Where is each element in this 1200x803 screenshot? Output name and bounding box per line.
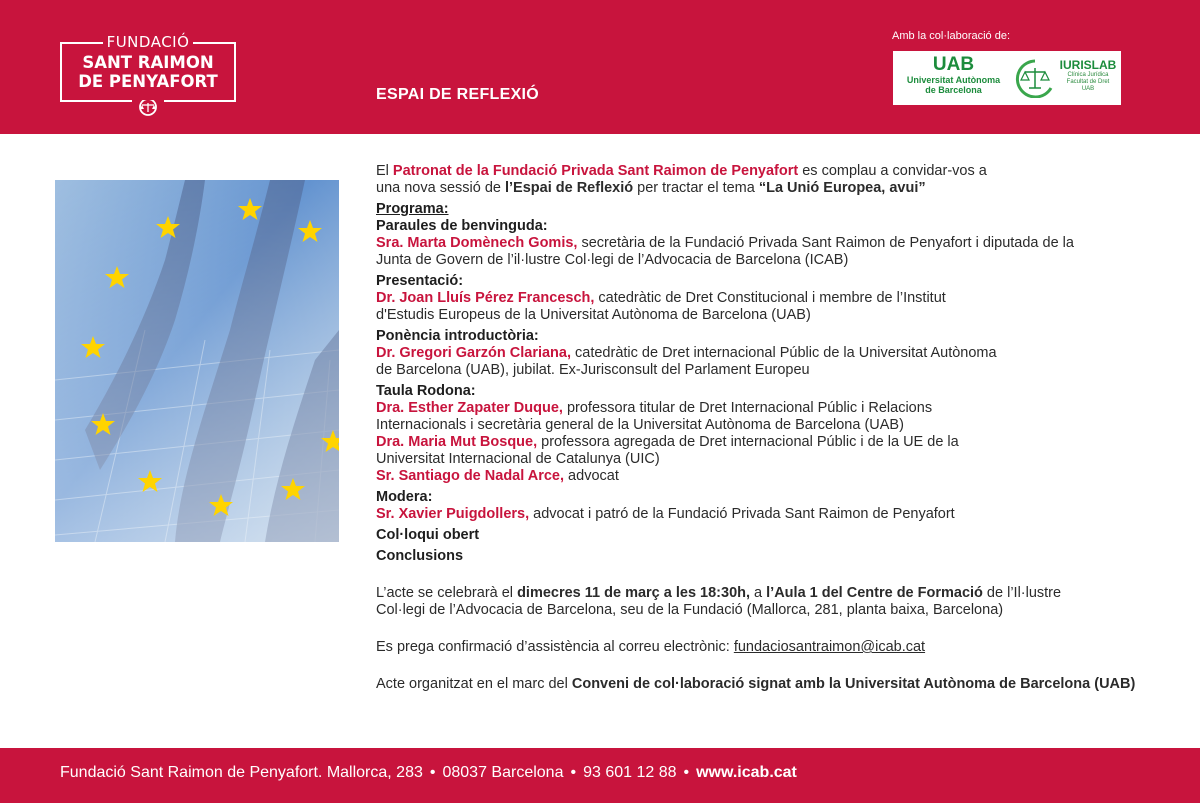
acte-text: de l’Il·lustre	[982, 585, 1062, 601]
iurislab-line-1: Clínica Jurídica	[1067, 72, 1109, 78]
speaker-role: advocat	[564, 468, 619, 484]
footer-address: Fundació Sant Raimon de Penyafort. Mallorca, 283	[60, 764, 423, 781]
iurislab-line-2: Facultat de Dret	[1066, 79, 1110, 85]
logo-line-1: FUNDACIÓ	[103, 33, 194, 51]
event-place: l’Aula 1 del Centre de Formació	[766, 585, 983, 601]
footer-contact	[60, 764, 797, 782]
speaker-role: catedràtic de Dret internacional Públic de la Universitat Autònoma	[571, 345, 997, 361]
acte-line-1	[376, 585, 1176, 602]
taula-speaker-2-cont: Universitat Internacional de Catalunya (UIC)	[376, 451, 660, 467]
iurislab-logo[interactable]	[1057, 58, 1119, 93]
iurislab-scales-icon	[1013, 58, 1057, 98]
benvinguda-speaker-cont: Junta de Govern de l’il·lustre Col·legi de l’Advocacia de Barcelona (ICAB)	[376, 252, 849, 268]
speaker-name: Sr. Santiago de Nadal Arce,	[376, 468, 565, 484]
acte-text: a	[750, 585, 767, 601]
patronat-name: Patronat de la Fundació Privada Sant Raimon de Penyafort	[392, 163, 799, 179]
intro-text: es complau a convidar-vos a	[798, 163, 987, 179]
partner-logos	[893, 51, 1121, 105]
uab-name: UAB	[932, 54, 975, 75]
taula-label: Taula Rodona:	[376, 383, 476, 399]
footer-bar	[0, 748, 1200, 803]
intro-line-2	[376, 180, 1176, 197]
collaboration-label: Amb la col·laboració de:	[892, 30, 1011, 42]
speaker-role: professora titular de Dret Internacional Públic i Relacions	[562, 400, 933, 416]
rsvp-text: Es prega confirmació d’assistència al correu electrònic:	[376, 639, 734, 655]
modera-label: Modera:	[376, 489, 433, 505]
intro-text: una nova sessió de	[376, 180, 505, 196]
intro-text: El	[376, 163, 393, 179]
footer-website-link[interactable]: www.icab.cat	[696, 764, 797, 781]
invitation-body	[0, 134, 1200, 748]
conveni-text: Acte organitzat en el marc del	[376, 676, 572, 692]
speaker-name: Sr. Xavier Puigdollers,	[376, 506, 530, 522]
programa-heading: Programa:	[376, 201, 449, 217]
rsvp-email-link[interactable]: fundaciosantraimon@icab.cat	[733, 639, 926, 655]
speaker-role: advocat i patró de la Fundació Privada Sant Raimon de Penyafort	[529, 506, 955, 522]
iurislab-name: IURISLAB	[1059, 58, 1117, 72]
speaker-role: catedràtic de Dret Constitucional i membre de l’Institut	[594, 290, 946, 306]
benvinguda-label: Paraules de benvinguda:	[376, 218, 548, 234]
scales-icon	[60, 100, 236, 118]
logo-line-2: SANT RAIMON	[82, 53, 214, 72]
uab-line-2: de Barcelona	[925, 85, 982, 95]
modera-speaker	[376, 506, 1176, 523]
speaker-name: Dra. Maria Mut Bosque,	[376, 434, 538, 450]
speaker-name: Dr. Gregori Garzón Clariana,	[376, 345, 571, 361]
invitation-text	[376, 163, 1176, 693]
benvinguda-speaker	[376, 235, 1176, 252]
taula-speaker-1-cont: Internacionals i secretària general de la Universitat Autònoma de Barcelona (UAB)	[376, 417, 904, 433]
presentacio-label: Presentació:	[376, 273, 464, 289]
espai-name: l’Espai de Reflexió	[504, 180, 634, 196]
section-title: ESPAI DE REFLEXIÓ	[376, 86, 540, 103]
uab-line-1: Universitat Autònoma	[906, 75, 1001, 85]
intro-line-1	[376, 163, 1176, 180]
footer-postal: 08037 Barcelona	[442, 764, 564, 781]
acte-text: L’acte se celebrarà el	[376, 585, 518, 601]
speaker-name: Dra. Esther Zapater Duque,	[376, 400, 563, 416]
presentacio-speaker-cont: d'Estudis Europeus de la Universitat Autònoma de Barcelona (UAB)	[376, 307, 811, 323]
taula-speaker-3	[376, 468, 1176, 485]
footer-separator: •	[429, 764, 436, 781]
intro-text: per tractar el tema	[633, 180, 759, 196]
rsvp-line	[376, 639, 1176, 656]
ponencia-speaker	[376, 345, 1176, 362]
taula-speaker-1	[376, 400, 1176, 417]
ponencia-label: Ponència introductòria:	[376, 328, 539, 344]
ponencia-speaker-cont: de Barcelona (UAB), jubilat. Ex-Jurisconsult del Parlament Europeu	[376, 362, 810, 378]
presentacio-speaker	[376, 290, 1176, 307]
speaker-role: secretària de la Fundació Privada Sant Raimon de Penyafort i diputada de la	[577, 235, 1074, 251]
conclusions-item: Conclusions	[376, 548, 464, 564]
footer-separator: •	[570, 764, 577, 781]
taula-speaker-2	[376, 434, 1176, 451]
speaker-role: professora agregada de Dret internacional Públic i de la UE de la	[537, 434, 959, 450]
fundacio-logo[interactable]	[60, 33, 236, 102]
conveni-name: Conveni de col·laboració signat amb la Universitat Autònoma de Barcelona (UAB)	[571, 676, 1136, 692]
iurislab-line-3: UAB	[1081, 86, 1095, 92]
conveni-line	[376, 676, 1176, 693]
event-date: dimecres 11 de març a les 18:30h,	[517, 585, 751, 601]
speaker-name: Sra. Marta Domènech Gomis,	[376, 235, 578, 251]
acte-line-2: Col·legi de l’Advocacia de Barcelona, seu de la Fundació (Mallorca, 281, planta baixa, Barcelona)	[376, 602, 1004, 618]
uab-logo[interactable]	[901, 55, 1006, 95]
logo-line-3: DE PENYAFORT	[78, 72, 218, 91]
session-topic: “La Unió Europea, avui”	[758, 180, 926, 196]
footer-phone[interactable]: 93 601 12 88	[583, 764, 677, 781]
footer-separator: •	[683, 764, 690, 781]
speaker-name: Dr. Joan Lluís Pérez Francesch,	[376, 290, 595, 306]
eu-flag-photo	[55, 180, 339, 542]
header-banner	[0, 0, 1200, 134]
colloqui-item: Col·loqui obert	[376, 527, 480, 543]
